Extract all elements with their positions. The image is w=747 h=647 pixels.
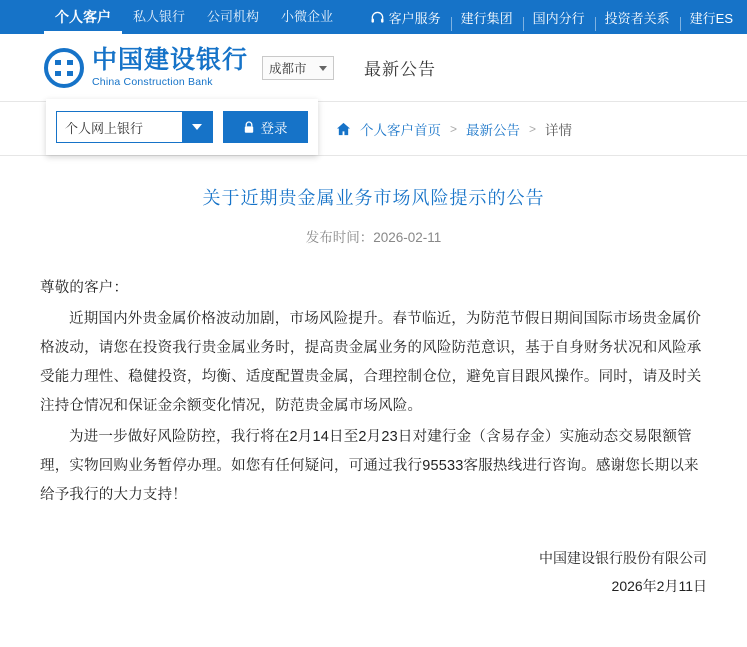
top-nav-item-personal[interactable]: 个人客户 bbox=[44, 0, 122, 34]
article-title: 关于近期贵金属业务市场风险提示的公告 bbox=[202, 188, 545, 208]
signature-date: 2026年2月11日 bbox=[611, 578, 707, 594]
city-select-value: 成都市 bbox=[269, 61, 307, 76]
breadcrumb bbox=[336, 102, 572, 156]
breadcrumb-item-home[interactable]: 个人客户首页 bbox=[360, 123, 441, 138]
brand-name-en: China Construction Bank bbox=[92, 75, 213, 88]
domestic-branches-link[interactable]: 国内分行 bbox=[523, 8, 595, 27]
city-select[interactable] bbox=[262, 56, 334, 80]
article-paragraph: 为进一步做好风险防控，我行将在2月14日至2月23日对建行金（含易存金）实施动态交易限额管理，实物回购业务暂停办理。如您有任何疑问，可通过我行95533客服热线进行咨询。感谢您长期以来给予我行的大力支持！ bbox=[40, 429, 699, 503]
breadcrumb-item-detail: 详情 bbox=[545, 123, 573, 138]
publish-date-label: 发布时间： bbox=[305, 230, 374, 245]
login-button[interactable] bbox=[223, 111, 308, 143]
account-type-select[interactable] bbox=[56, 111, 182, 143]
article-paragraph: 近期国内外贵金属价格波动加剧，市场风险提升。春节临近，为防范节假日期间国际市场贵金属价格波动，请您在投资我行贵金属业务时，提高贵金属业务的风险防范意识，基于自身财务状况和风险承受能力理性、稳健投资，均衡、适度配置贵金属，合理控制仓位，避免盲目跟风操作。同时，请及时关注持仓情况和保证金余额变化情况，防范贵金属市场风险。 bbox=[40, 311, 702, 414]
ccb-group-link[interactable]: 建行集团 bbox=[451, 8, 523, 27]
announcement-article bbox=[0, 156, 747, 600]
login-breadcrumb-row bbox=[0, 102, 747, 156]
top-nav-item-corporate[interactable]: 公司机构 bbox=[207, 9, 260, 24]
article-body bbox=[40, 274, 707, 510]
ccb-es-link[interactable]: 建行ES bbox=[680, 8, 743, 27]
publish-date-value: 2026-02-11 bbox=[373, 230, 442, 245]
home-icon bbox=[336, 122, 351, 136]
signature-organization: 中国建设银行股份有限公司 bbox=[539, 550, 707, 566]
customer-service-label: 客户服务 bbox=[388, 10, 441, 26]
article-signature bbox=[40, 544, 707, 600]
lock-icon bbox=[243, 121, 255, 134]
login-button-label: 登录 bbox=[260, 121, 288, 136]
top-navigation-bar bbox=[0, 0, 747, 34]
breadcrumb-separator: > bbox=[450, 122, 458, 136]
page-title: 最新公告 bbox=[364, 60, 437, 79]
brand-name-block bbox=[92, 48, 248, 88]
breadcrumb-separator: > bbox=[529, 122, 537, 136]
brand-name-cn: 中国建设银行 bbox=[92, 46, 249, 74]
chevron-down-icon bbox=[319, 66, 327, 71]
breadcrumb-item-announcements[interactable]: 最新公告 bbox=[466, 123, 521, 138]
article-paragraph: 尊敬的客户： bbox=[40, 280, 129, 296]
chevron-down-icon bbox=[192, 124, 202, 130]
login-panel bbox=[46, 99, 318, 155]
investor-relations-link[interactable]: 投资者关系 bbox=[595, 8, 680, 27]
brand-header bbox=[0, 34, 747, 102]
top-nav-item-private-banking[interactable]: 私人银行 bbox=[133, 9, 186, 24]
account-type-value: 个人网上银行 bbox=[65, 120, 144, 136]
top-nav-right-group bbox=[360, 0, 747, 34]
article-publish-date bbox=[40, 226, 707, 246]
headset-icon bbox=[370, 11, 385, 26]
ccb-logo-icon[interactable] bbox=[44, 48, 84, 88]
top-nav-item-small-business[interactable]: 小微企业 bbox=[281, 9, 334, 24]
customer-service-link[interactable] bbox=[360, 8, 451, 27]
top-nav-left-group bbox=[44, 0, 344, 34]
account-type-dropdown-button[interactable] bbox=[182, 111, 213, 143]
